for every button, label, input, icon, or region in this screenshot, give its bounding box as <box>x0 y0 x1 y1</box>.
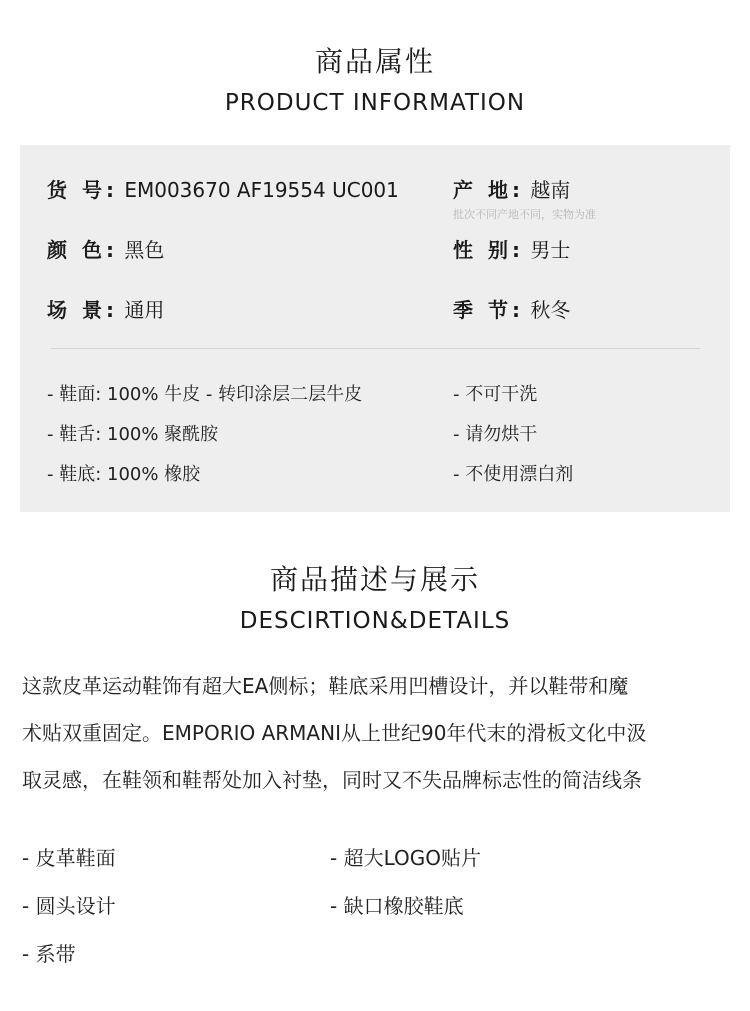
panel-divider <box>50 348 700 349</box>
attr-season-label: 季 节: <box>453 298 524 322</box>
feature-leather-upper: - 皮革鞋面 <box>22 846 116 870</box>
attr-gender-value: 男士 <box>530 238 571 262</box>
feature-notched-sole: - 缺口橡胶鞋底 <box>330 894 464 918</box>
description-line: 术贴双重固定。EMPORIO ARMANI从上世纪90年代末的滑板文化中汲 <box>22 721 647 745</box>
attr-season <box>453 294 570 323</box>
attr-gender <box>453 234 570 263</box>
attr-origin-value: 越南 <box>530 178 571 202</box>
material-tongue: - 鞋舌: 100% 聚酰胺 <box>47 424 219 445</box>
description-line: 取灵感，在鞋领和鞋帮处加入衬垫，同时又不失品牌标志性的简洁线条 <box>22 768 642 792</box>
attr-color-label: 颜 色: <box>47 238 118 262</box>
details-title-en: DESCIRTION&DETAILS <box>239 608 511 634</box>
attr-scene-label: 场 景: <box>47 298 118 322</box>
attr-item-no-label: 货 号: <box>47 178 118 202</box>
origin-note: 批次不同产地不同，实物为准 <box>453 208 596 221</box>
description-line: 这款皮革运动鞋饰有超大EA侧标；鞋底采用凹槽设计，并以鞋带和魔 <box>22 674 629 698</box>
details-title-cn: 商品描述与展示 <box>269 563 480 596</box>
feature-oversized-logo: - 超大LOGO贴片 <box>330 846 481 870</box>
attr-color-value: 黑色 <box>124 238 165 262</box>
feature-lace-up: - 系带 <box>22 942 76 966</box>
care-no-tumble-dry: - 请勿烘干 <box>453 424 538 445</box>
section-title-cn: 商品属性 <box>314 45 435 78</box>
product-attributes-panel <box>20 145 730 512</box>
attr-season-value: 秋冬 <box>530 298 571 322</box>
attr-item-no-value: EM003670 AF19554 UC001 <box>124 178 399 202</box>
attr-item-no <box>47 174 399 203</box>
attr-origin-label: 产 地: <box>453 178 524 202</box>
attr-scene <box>47 294 164 323</box>
attr-gender-label: 性 别: <box>453 238 524 262</box>
material-sole: - 鞋底: 100% 橡胶 <box>47 464 201 485</box>
attr-origin <box>453 174 570 203</box>
material-upper: - 鞋面: 100% 牛皮 - 转印涂层二层牛皮 <box>47 384 363 405</box>
care-no-bleach: - 不使用漂白剂 <box>453 464 574 485</box>
feature-round-toe: - 圆头设计 <box>22 894 116 918</box>
section-title-en: PRODUCT INFORMATION <box>224 90 526 116</box>
attr-color <box>47 234 164 263</box>
attr-scene-value: 通用 <box>124 298 165 322</box>
care-no-dryclean: - 不可干洗 <box>453 384 538 405</box>
